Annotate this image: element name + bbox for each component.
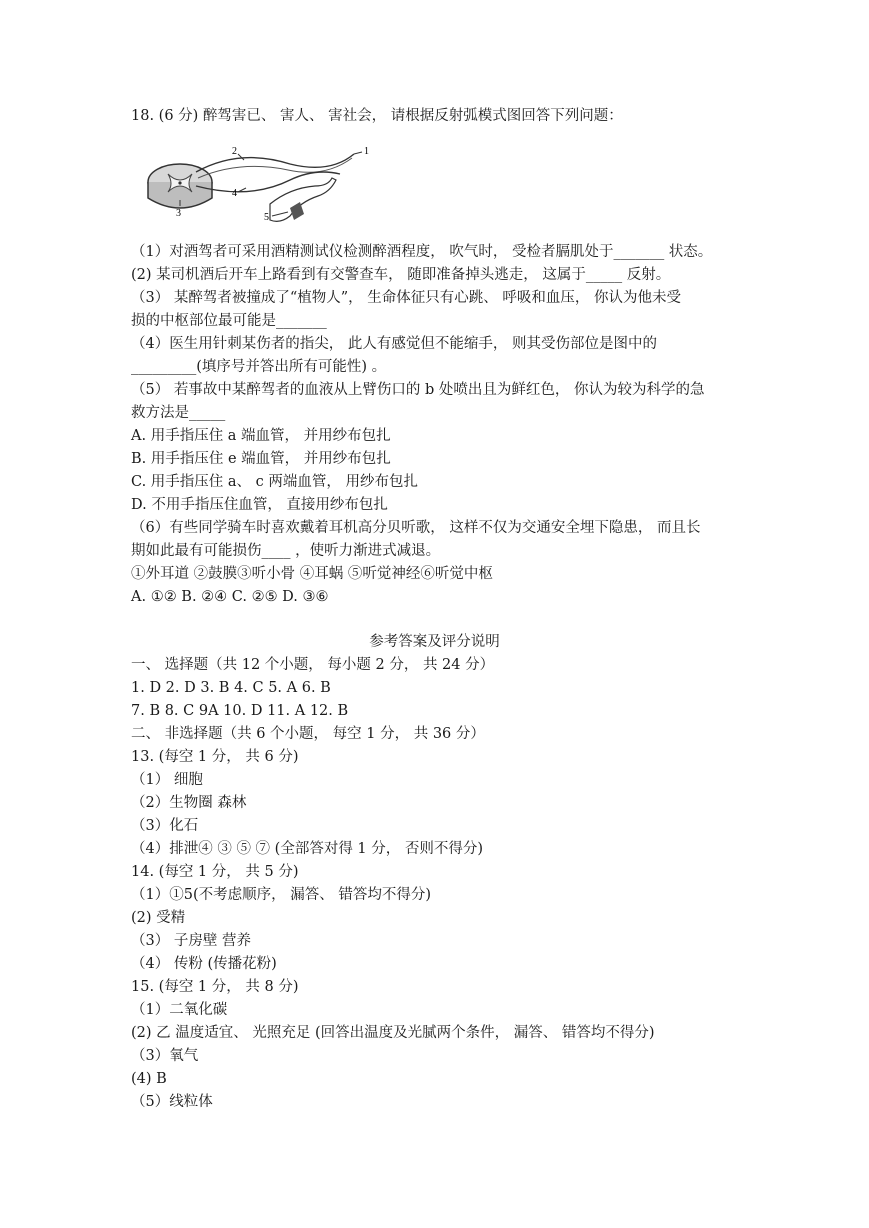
q18-option-c: C. 用手指压住 a、 c 两端血管， 用纱布包扎 [131,474,418,490]
q18-line: (2) 某司机酒后开车上路看到有交警查车， 随即准备掉头逃走， 这属于_____ 反射。 [131,267,671,283]
q18-line: 期如此最有可能损伤____ ，使听力渐进式减退。 [131,543,441,559]
answer-line: （3） 子房壁 营养 [131,933,251,949]
q18-line: （6）有些同学骑车时喜欢戴着耳机高分贝听歌， 这样不仅为交通安全埋下隐患， 而且长 [131,520,701,536]
q18-option-d: D. 不用手指压住血管， 直接用纱布包扎 [131,497,388,513]
answer-line: 1. D 2. D 3. B 4. C 5. A 6. B [131,680,331,696]
q18-line: （3） 某醉驾者被撞成了“植物人”， 生命体征只有心跳、 呼吸和血压， 你认为他未受 [131,290,681,306]
figure-label-3: 3 [176,208,181,219]
answer-line: 14. (每空 1 分， 共 5 分) [131,864,299,880]
answer-line: （2）生物圈 森林 [131,795,247,811]
answer-line: （3）化石 [131,818,199,834]
answer-line: 一、 选择题（共 12 个小题， 每小题 2 分， 共 24 分） [131,657,495,673]
answer-line: (2) 乙 温度适宜、 光照充足 (回答出温度及光腻两个条件， 漏答、 错答均不得分) [131,1025,655,1041]
q18-line: _________(填序号并答出所有可能性) 。 [131,359,387,375]
answer-line: （3）氧气 [131,1048,199,1064]
answer-line: （1） 细胞 [131,772,203,788]
q18-line: 救方法是_____ [131,405,226,421]
answer-line: (2) 受精 [131,910,186,926]
q18-option-b: B. 用手指压住 e 端血管， 并用纱布包扎 [131,451,391,467]
figure-label-5: 5 [264,212,269,223]
answer-line: （1）①5(不考虑顺序， 漏答、 错答均不得分) [131,887,431,903]
q18-line: （1）对酒驾者可采用酒精测试仪检测醉酒程度， 吹气时， 受检者膈肌处于_______ 状态。 [131,244,713,260]
q18-line: （5） 若事故中某醉驾者的血液从上臂伤口的 b 处喷出且为鲜红色， 你认为较为科学的急 [131,382,705,398]
figure-label-4: 4 [232,188,237,199]
q18-line: （4）医生用针刺某伤者的指尖， 此人有感觉但不能缩手， 则其受伤部位是图中的 [131,336,657,352]
figure-label-1: 1 [364,146,369,157]
answer-line: 二、 非选择题（共 6 个小题， 每空 1 分， 共 36 分） [131,726,485,742]
reflex-arc-diagram [140,140,380,230]
figure-label-2: 2 [232,146,237,157]
question-18-stem: 18. (6 分) 醉驾害已、 害人、 害社会， 请根据反射弧模式图回答下列问题： [131,108,623,124]
q18-option-a: A. 用手指压住 a 端血管， 并用纱布包扎 [131,428,391,444]
answer-line: （5）线粒体 [131,1094,213,1110]
answers-title: 参考答案及评分说明 [369,634,500,650]
answer-line: （1）二氧化碳 [131,1002,228,1018]
answer-line: 13. (每空 1 分， 共 6 分) [131,749,299,765]
q18-line: 损的中枢部位最可能是_______ [131,313,327,329]
answer-line: 7. B 8. C 9A 10. D 11. A 12. B [131,703,349,719]
answer-line: 15. (每空 1 分， 共 8 分) [131,979,299,995]
q18-choices: A. ①② B. ②④ C. ②⑤ D. ③⑥ [131,589,329,605]
answer-line: (4) B [131,1071,167,1087]
answer-line: （4） 传粉 (传播花粉) [131,956,277,972]
answer-line: （4）排泄④ ③ ⑤ ⑦ (全部答对得 1 分， 否则不得分) [131,841,484,857]
q18-ear-parts: ①外耳道 ②鼓膜③听小骨 ④耳蜗 ⑤听觉神经⑥听觉中枢 [131,566,493,582]
